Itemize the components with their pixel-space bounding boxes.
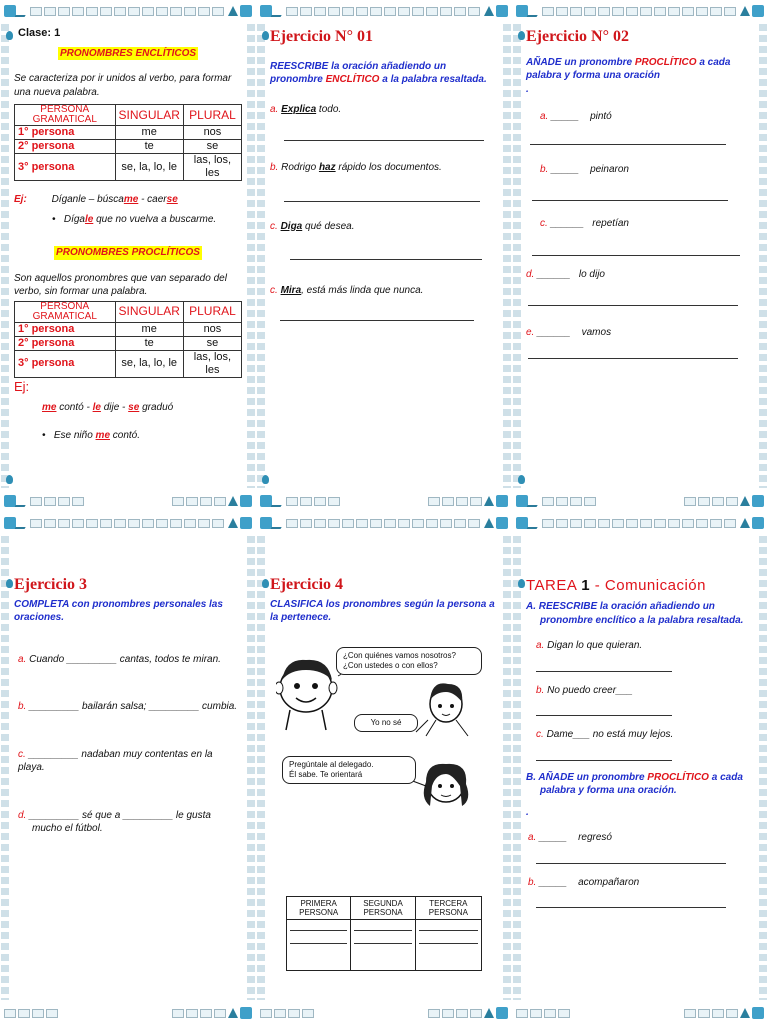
enclitic-table (14, 104, 242, 181)
instructions: REESCRIBE la oración añadiendo un pronombre ENCLÍTICO a la palabra resaltada. (270, 60, 487, 86)
answer-line[interactable] (528, 305, 738, 306)
table-cell: se (183, 336, 241, 350)
answer-line[interactable] (536, 760, 672, 761)
table-cell: te (115, 140, 183, 154)
class-title: Clase: 1 (18, 27, 61, 39)
b-item-a: a. _____ regresó (528, 832, 612, 844)
bottom-border (256, 1002, 512, 1024)
answer-cell[interactable] (415, 920, 481, 971)
th-singular: SINGULAR (115, 105, 183, 126)
bottom-border (512, 1002, 768, 1024)
instructions: COMPLETA con pronombres personales las oraciones. (14, 598, 223, 624)
top-border (512, 512, 768, 534)
example-1: Ej: Díganle – búscame - caerse (14, 194, 178, 206)
pin-icon (262, 579, 269, 588)
answer-cell[interactable] (351, 920, 415, 971)
item-c: c. ______ repetían (540, 218, 629, 230)
exercise-title: Ejercicio 4 (270, 576, 344, 593)
answer-line[interactable] (532, 200, 728, 201)
item-b: b. _________ bailarán salsa; _________ cumbia. (18, 701, 238, 713)
top-border (256, 512, 512, 534)
speech-bubble-2: Yo no sé (354, 714, 418, 732)
item-b: b. _____ peinaron (540, 163, 629, 175)
item-c: c. Diga qué desea. (270, 220, 355, 232)
panel-clase-1 (0, 0, 256, 512)
answer-line[interactable] (530, 144, 726, 145)
table-cell: 1° persona (15, 126, 116, 140)
answer-line[interactable] (290, 259, 482, 260)
boy-figure (276, 660, 337, 730)
item-a: a. _____ pintó (540, 111, 612, 123)
example-3: me contó - le dije - se graduó (42, 402, 174, 414)
col-header-segunda: SEGUNDA PERSONA (351, 897, 415, 920)
exercise-title: Ejercicio 3 (14, 576, 88, 593)
answer-line[interactable] (536, 863, 726, 864)
pin-icon (6, 31, 13, 40)
th-plural: PLURAL (183, 105, 241, 126)
example-label-2: Ej: (14, 378, 30, 394)
table-cell: 3° persona (15, 154, 116, 181)
example-4: • Ese niño me contó. (42, 429, 141, 441)
speech-bubble-3: Pregúntale al delegado. Él sabe. Te orientará (282, 756, 416, 784)
item-a: a. Cuando _________ cantas, todos te miran. (18, 653, 221, 665)
stray-dot: . (526, 83, 529, 95)
answer-line[interactable] (536, 907, 726, 908)
table-cell: 3° persona (15, 350, 116, 377)
pin-icon (6, 475, 13, 484)
b-item-b: b. _____ acompañaron (528, 876, 640, 888)
example-2: • Dígale que no vuelva a buscarme. (52, 213, 217, 225)
instructions: CLASIFICA los pronombres según la persona a la pertenece. (270, 598, 495, 624)
answer-line[interactable] (536, 671, 672, 672)
table-cell: se (183, 140, 241, 154)
item-d: d. _________ sé que a _________ le gusta mucho el fútbol. (18, 809, 211, 835)
table-cell: las, los, les (183, 154, 241, 181)
a-item-c: c. Dame___ no está muy lejos. (536, 729, 674, 741)
table-cell: te (115, 336, 183, 350)
exercise-title: Ejercicio N° 01 (270, 28, 373, 45)
a-item-b: b. No puedo creer___ (536, 684, 633, 696)
classification-table (286, 896, 482, 971)
pin-icon (262, 475, 269, 484)
item-d: d. ______ lo dijo (526, 268, 605, 280)
proclitic-heading: PRONOMBRES PROCLÍTICOS (56, 247, 200, 259)
item-b: b. Rodrigo haz rápido los documentos. (270, 162, 442, 174)
table-cell: nos (183, 126, 241, 140)
pin-icon (518, 579, 525, 588)
th-persona: PERSONA GRAMATICAL (15, 301, 116, 322)
section-a-instructions: A. REESCRIBE la oración añadiendo un pronombre enclítico a la palabra resaltada. (526, 601, 744, 626)
proclitic-description: Son aquellos pronombres que van separado del verbo, sin formar una palabra. (14, 272, 227, 298)
bottom-border (256, 490, 512, 512)
table-cell: 2° persona (15, 140, 116, 154)
th-singular: SINGULAR (115, 301, 183, 322)
col-header-primera: PRIMERA PERSONA (287, 897, 351, 920)
section-b-instructions: B. AÑADE un pronombre PROCLÍTICO a cada palabra y forma una oración. (526, 771, 743, 797)
top-border (0, 0, 256, 22)
answer-line[interactable] (528, 358, 738, 359)
table-cell: 1° persona (15, 322, 116, 336)
top-border (0, 512, 256, 534)
bottom-border (0, 490, 256, 512)
answer-line[interactable] (536, 715, 672, 716)
enclitic-heading: PRONOMBRES ENCLÍTICOS (59, 47, 197, 59)
answer-line[interactable] (284, 201, 480, 202)
answer-line[interactable] (284, 140, 484, 141)
proclitic-table (14, 301, 242, 378)
pin-icon (262, 31, 269, 40)
item-a: a. Explica todo. (270, 103, 342, 115)
panel-ejercicio-02 (512, 0, 768, 512)
table-cell: me (115, 126, 183, 140)
stray-dot: . (526, 806, 529, 818)
table-cell: 2° persona (15, 336, 116, 350)
pin-icon (518, 31, 525, 40)
answer-line[interactable] (280, 320, 474, 321)
top-border (256, 0, 512, 22)
table-cell: se, la, lo, le (115, 154, 183, 181)
panel-ejercicio-4 (256, 512, 512, 1024)
col-header-tercera: TERCERA PERSONA (415, 897, 481, 920)
answer-line[interactable] (532, 255, 740, 256)
panel-ejercicio-3 (0, 512, 256, 1024)
th-plural: PLURAL (183, 301, 241, 322)
table-cell: me (115, 322, 183, 336)
enclitic-description: Se caracteriza por ir unidos al verbo, para formar una nueva palabra. (14, 73, 232, 98)
table-cell: se, la, lo, le (115, 350, 183, 377)
homework-title: TAREA 1 - Comunicación (526, 577, 706, 594)
bottom-border (512, 490, 768, 512)
exercise-title: Ejercicio N° 02 (526, 28, 629, 45)
item-c: c. _________ nadaban muy contentas en la playa. (18, 748, 213, 774)
pin-icon (518, 475, 525, 484)
top-border (512, 0, 768, 22)
girl-figure-1 (426, 683, 468, 736)
item-d: c. Mira, está más linda que nunca. (270, 285, 424, 297)
panel-tarea-1 (512, 512, 768, 1024)
table-cell: las, los, les (183, 350, 241, 377)
speech-bubble-1: ¿Con quiénes vamos nosotros? ¿Con ustedes o con ellos? (336, 647, 482, 675)
answer-cell[interactable] (287, 920, 351, 971)
pin-icon (6, 579, 13, 588)
a-item-a: a. Digan lo que quieran. (536, 640, 643, 652)
panel-ejercicio-01 (256, 0, 512, 512)
girl-figure-2 (424, 764, 469, 806)
bottom-border (0, 1002, 256, 1024)
table-cell: nos (183, 322, 241, 336)
th-persona: PERSONA GRAMATICAL (15, 105, 116, 126)
instructions: AÑADE un pronombre PROCLÍTICO a cada palabra y forma una oración (526, 56, 731, 82)
item-e: e. ______ vamos (526, 327, 612, 339)
